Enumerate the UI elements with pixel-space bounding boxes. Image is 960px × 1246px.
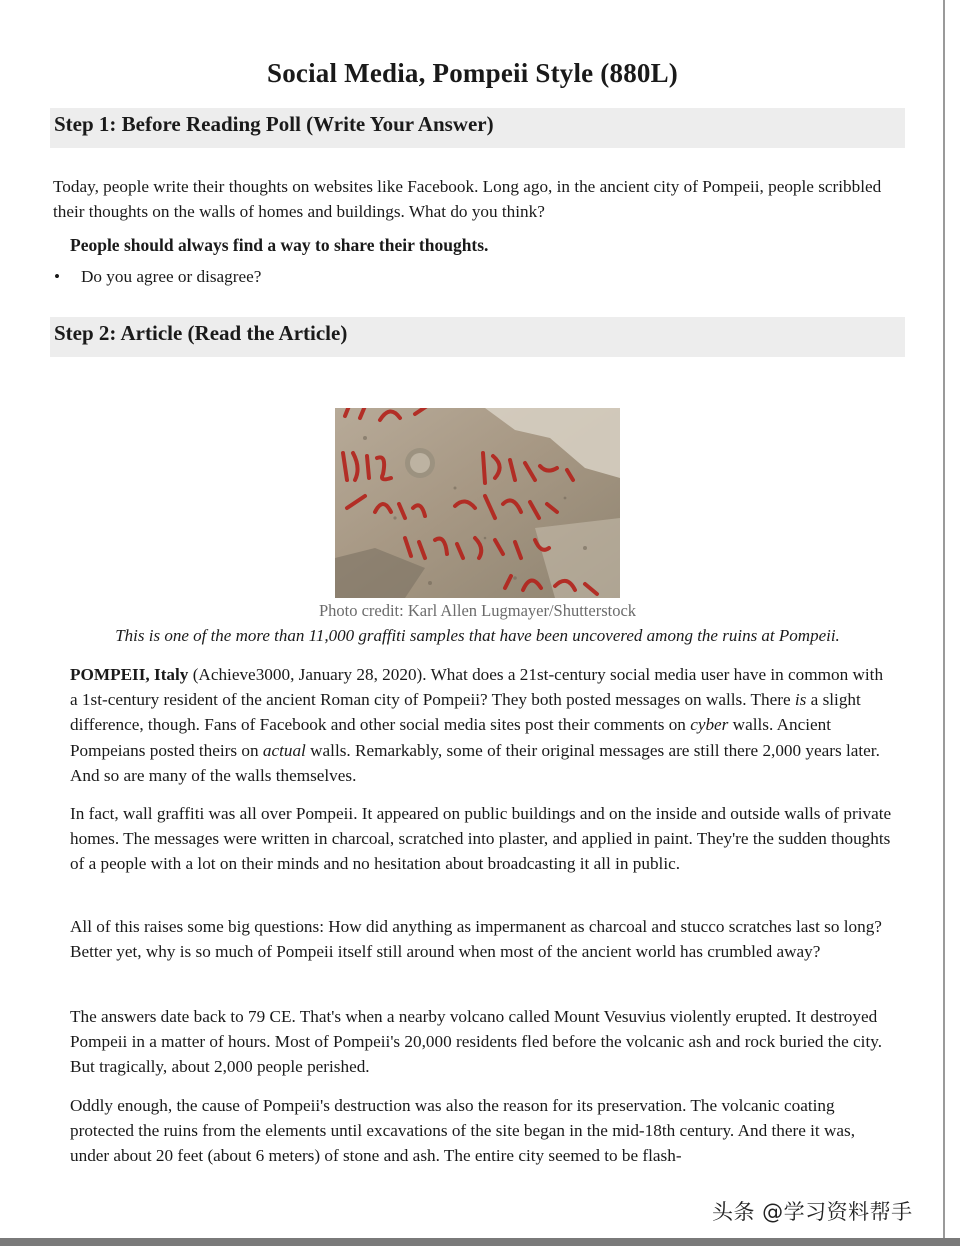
poll-question-item <box>54 267 261 287</box>
dateline: POMPEII, Italy <box>70 665 189 684</box>
pompeii-graffiti-photo <box>335 408 620 598</box>
step2-banner <box>50 317 905 357</box>
article-paragraph-2: In fact, wall graffiti was all over Pompeii. It appeared on public buildings and on the inside and outside walls of private homes. The messages were written in charcoal, scratched into plaster, and applied in paint. They're the sudden thoughts of a people with a lot on their minds and no hesitation about broadcasting it all in public. <box>70 804 892 874</box>
p1-text-d: walls. Remarkably, some of their original messages are still there 2,000 years later. And so are many of the walls themselves. <box>70 740 880 785</box>
photo-credit: Photo credit: Karl Allen Lugmayer/Shutterstock <box>318 601 637 620</box>
p1-emphasis-is: is <box>794 690 807 710</box>
article-paragraph-3: All of this raises some big questions: How did anything as impermanent as charcoal and stucco scratches last so long? Better yet, why is so much of Pompeii itself still around when most of the ancient world has crumbled away? <box>70 917 882 962</box>
document-title: Social Media, Pompeii Style (880L) <box>266 58 678 88</box>
bottom-border <box>0 1238 960 1246</box>
p1-text-a: (Achieve3000, January 28, 2020). What does a 21st-century social media user have in common with a 1st-century resident of the ancient Roman city of Pompeii? They both posted messages on walls. There <box>70 665 884 710</box>
article-paragraph-4: The answers date back to 79 CE. That's when a nearby volcano called Mount Vesuvius violently erupted. It destroyed Pompeii in a matter of hours. Most of Pompeii's 20,000 residents fled before the volcanic ash and rock buried the city. But tragically, about 2,000 people perished. <box>70 1007 882 1077</box>
p1-emphasis-actual: actual <box>262 740 306 760</box>
poll-statement: People should always find a way to share their thoughts. <box>70 235 489 255</box>
p1-text-b: a slight difference, though. Fans of Facebook and other social media sites post their comments on <box>70 690 861 735</box>
p1-emphasis-cyber: cyber <box>690 715 729 735</box>
watermark-text: 头条 @学习资料帮手 <box>712 1200 913 1224</box>
photo-caption: This is one of the more than 11,000 graffiti samples that have been uncovered among the ruins at Pompeii. <box>115 626 840 645</box>
step2-heading: Step 2: Article (Read the Article) <box>54 321 348 345</box>
p1-text-c: walls. Ancient Pompeians posted theirs on <box>70 715 832 760</box>
step1-heading: Step 1: Before Reading Poll (Write Your Answer) <box>54 112 494 136</box>
article-paragraph-1 <box>70 662 892 788</box>
bullet-icon: • <box>54 267 61 286</box>
step1-banner <box>50 108 905 148</box>
article-paragraph-5: Oddly enough, the cause of Pompeii's destruction was also the reason for its preservation. The volcanic coating protected the ruins from the elements until excavations of the site began in the mid-18th century. And there it was, under about 20 feet (about 6 meters) of stone and ash. The entire city seemed to be flash- <box>70 1096 855 1166</box>
poll-question: Do you agree or disagree? <box>81 267 262 286</box>
intro-paragraph: Today, people write their thoughts on websites like Facebook. Long ago, in the ancient city of Pompeii, people scribbled their thoughts on the walls of homes and buildings. What do you think? <box>53 177 882 222</box>
graffiti-wall-image <box>335 408 620 598</box>
